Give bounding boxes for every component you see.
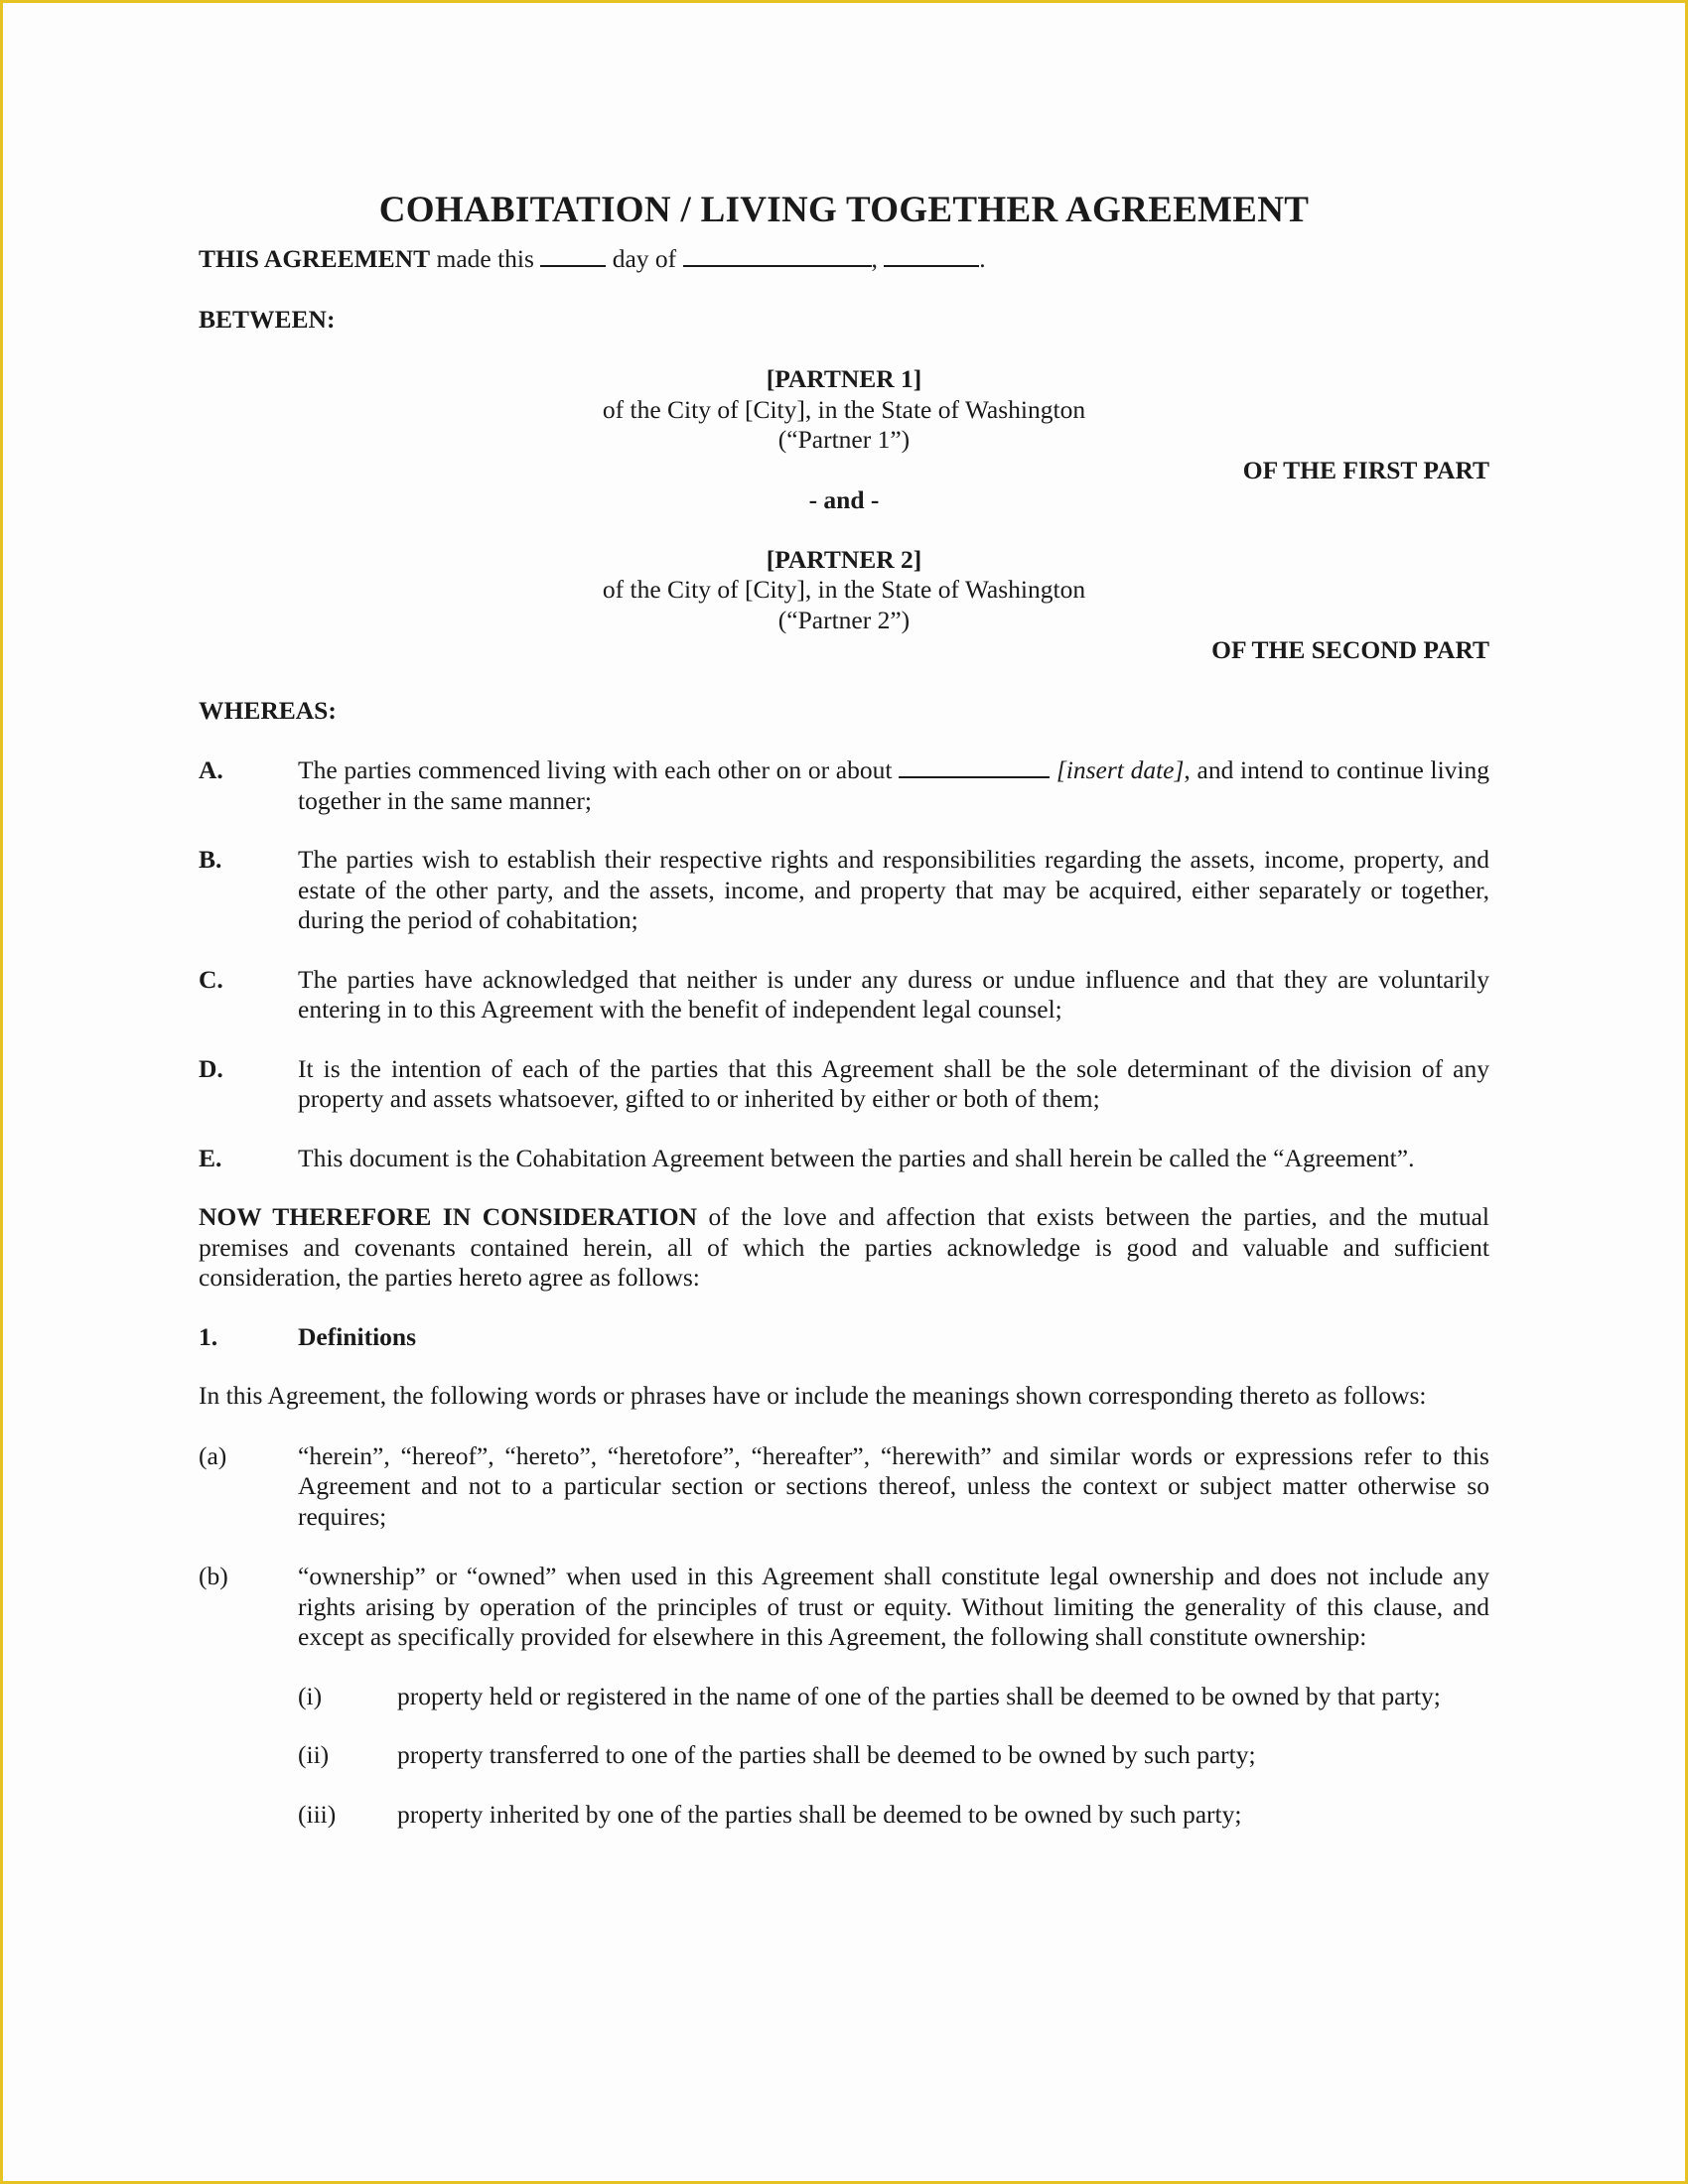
subclause-ii-text: property transferred to one of the parties shall be deemed to be owned by such party; [397, 1740, 1256, 1769]
partner2-alias: (“Partner 2”) [777, 605, 911, 634]
recital-a-text2: , and intend to continue living together in the same manner; [298, 755, 1490, 815]
intro-sep: , [871, 244, 885, 273]
consideration-text: of the love and affection that exists between the parties, and the mutual premises and covenants contained herein, all of which the parties acknowledge is good and valuable and sufficient consideration, the parties hereto agree as follows: [199, 1202, 1489, 1292]
section-1-intro: In this Agreement, the following words or phrases have or include the meanings shown corresponding thereto as follows: [199, 1381, 1427, 1410]
whereas-label: WHEREAS: [199, 695, 337, 725]
recital-a-text [298, 755, 1489, 816]
recital-c-label: C. [199, 964, 223, 994]
partner1-location: of the City of [City], in the State of Washington [602, 394, 1086, 424]
day-blank [540, 245, 606, 267]
between-label: BETWEEN: [199, 304, 336, 334]
recital-b-text: The parties wish to establish their respective rights and responsibilities regarding the assets, income, property, and estate of the other party, and the assets, income, and property that may be acquired, either separately or together, during the period of cohabitation; [298, 845, 1489, 934]
subclause-i-text: property held or registered in the name of one of the parties shall be deemed to be owned by that party; [397, 1681, 1441, 1710]
recital-c-text: The parties have acknowledged that neither is under any duress or undue influence and that they are voluntarily entering in to this Agreement with the benefit of independent legal counsel; [298, 964, 1489, 1024]
subclause-i-label: (i) [298, 1681, 323, 1710]
intro-text-day: day of [606, 244, 683, 273]
document-title: COHABITATION / LIVING TOGETHER AGREEMENT [378, 190, 1310, 230]
intro-end: . [979, 244, 986, 273]
intro-lead: THIS AGREEMENT [199, 244, 431, 273]
intro-text-made: made this [430, 244, 541, 273]
recital-d-text: It is the intention of each of the parties that this Agreement shall be the sole determinant of the division of any property and assets whatsoever, gifted to or inherited by either or both of them; [298, 1053, 1489, 1113]
partner1-block [199, 364, 1489, 485]
subclause-ii-label: (ii) [298, 1740, 330, 1769]
section-1-heading [199, 1322, 1489, 1353]
consideration-paragraph [199, 1202, 1489, 1294]
recital-d-label: D. [199, 1053, 223, 1083]
section-1-title: Definitions [298, 1321, 417, 1351]
clause-b-label: (b) [199, 1562, 228, 1590]
consideration-lead: NOW THEREFORE IN CONSIDERATION [199, 1202, 698, 1231]
subclause-ii [298, 1740, 1489, 1771]
recital-a-label: A. [199, 755, 223, 784]
recital-a-insert: [insert date] [1055, 755, 1185, 784]
recital-b [199, 845, 1489, 936]
clause-b-text: “ownership” or “owned” when used in this Agreement shall constitute legal ownership and does not include any rights arising by operation of the principles of trust or equity. Without limiting the generality of this clause, and except as specifically provided for elsewhere in this Agreement, the following shall constitute ownership: [298, 1562, 1489, 1651]
recital-d [199, 1054, 1489, 1115]
subclause-iii [298, 1800, 1489, 1831]
recital-e-text: This document is the Cohabitation Agreement between the parties and shall herein be called the “Agreement”. [298, 1143, 1415, 1172]
partner1-name: [PARTNER 1] [766, 364, 922, 393]
recital-e [199, 1144, 1489, 1174]
recital-e-label: E. [199, 1143, 222, 1172]
partner2-location: of the City of [City], in the State of Washington [602, 575, 1086, 604]
recital-a [199, 755, 1489, 816]
intro-line [199, 244, 1489, 275]
subclause-i [298, 1682, 1489, 1712]
and-separator: - and - [808, 485, 880, 514]
date-blank [899, 756, 1050, 778]
partner2-name: [PARTNER 2] [766, 544, 922, 574]
clause-a-label: (a) [199, 1440, 227, 1470]
section-1-number: 1. [199, 1321, 218, 1351]
month-blank [683, 245, 872, 267]
clause-b [199, 1562, 1489, 1653]
recital-a-text1: The parties commenced living with each other on or about [298, 755, 900, 784]
clause-a-text: “herein”, “hereof”, “hereto”, “heretofore”, “hereafter”, “herewith” and similar words or expressions refer to this Agreement and not to a particular section or sections thereof, unless the context or subject matter otherwise so requires; [298, 1440, 1489, 1531]
subclause-iii-label: (iii) [298, 1799, 337, 1829]
clause-a [199, 1441, 1489, 1533]
partner1-alias: (“Partner 1”) [777, 425, 911, 454]
recital-c [199, 965, 1489, 1025]
partner2-part: OF THE SECOND PART [1211, 635, 1489, 664]
partner2-block [199, 545, 1489, 666]
partner1-part: OF THE FIRST PART [1242, 455, 1489, 484]
recital-b-label: B. [199, 845, 222, 874]
subclause-iii-text: property inherited by one of the parties shall be deemed to be owned by such party; [397, 1799, 1242, 1829]
year-blank [884, 245, 979, 267]
document-page [199, 189, 1489, 1830]
